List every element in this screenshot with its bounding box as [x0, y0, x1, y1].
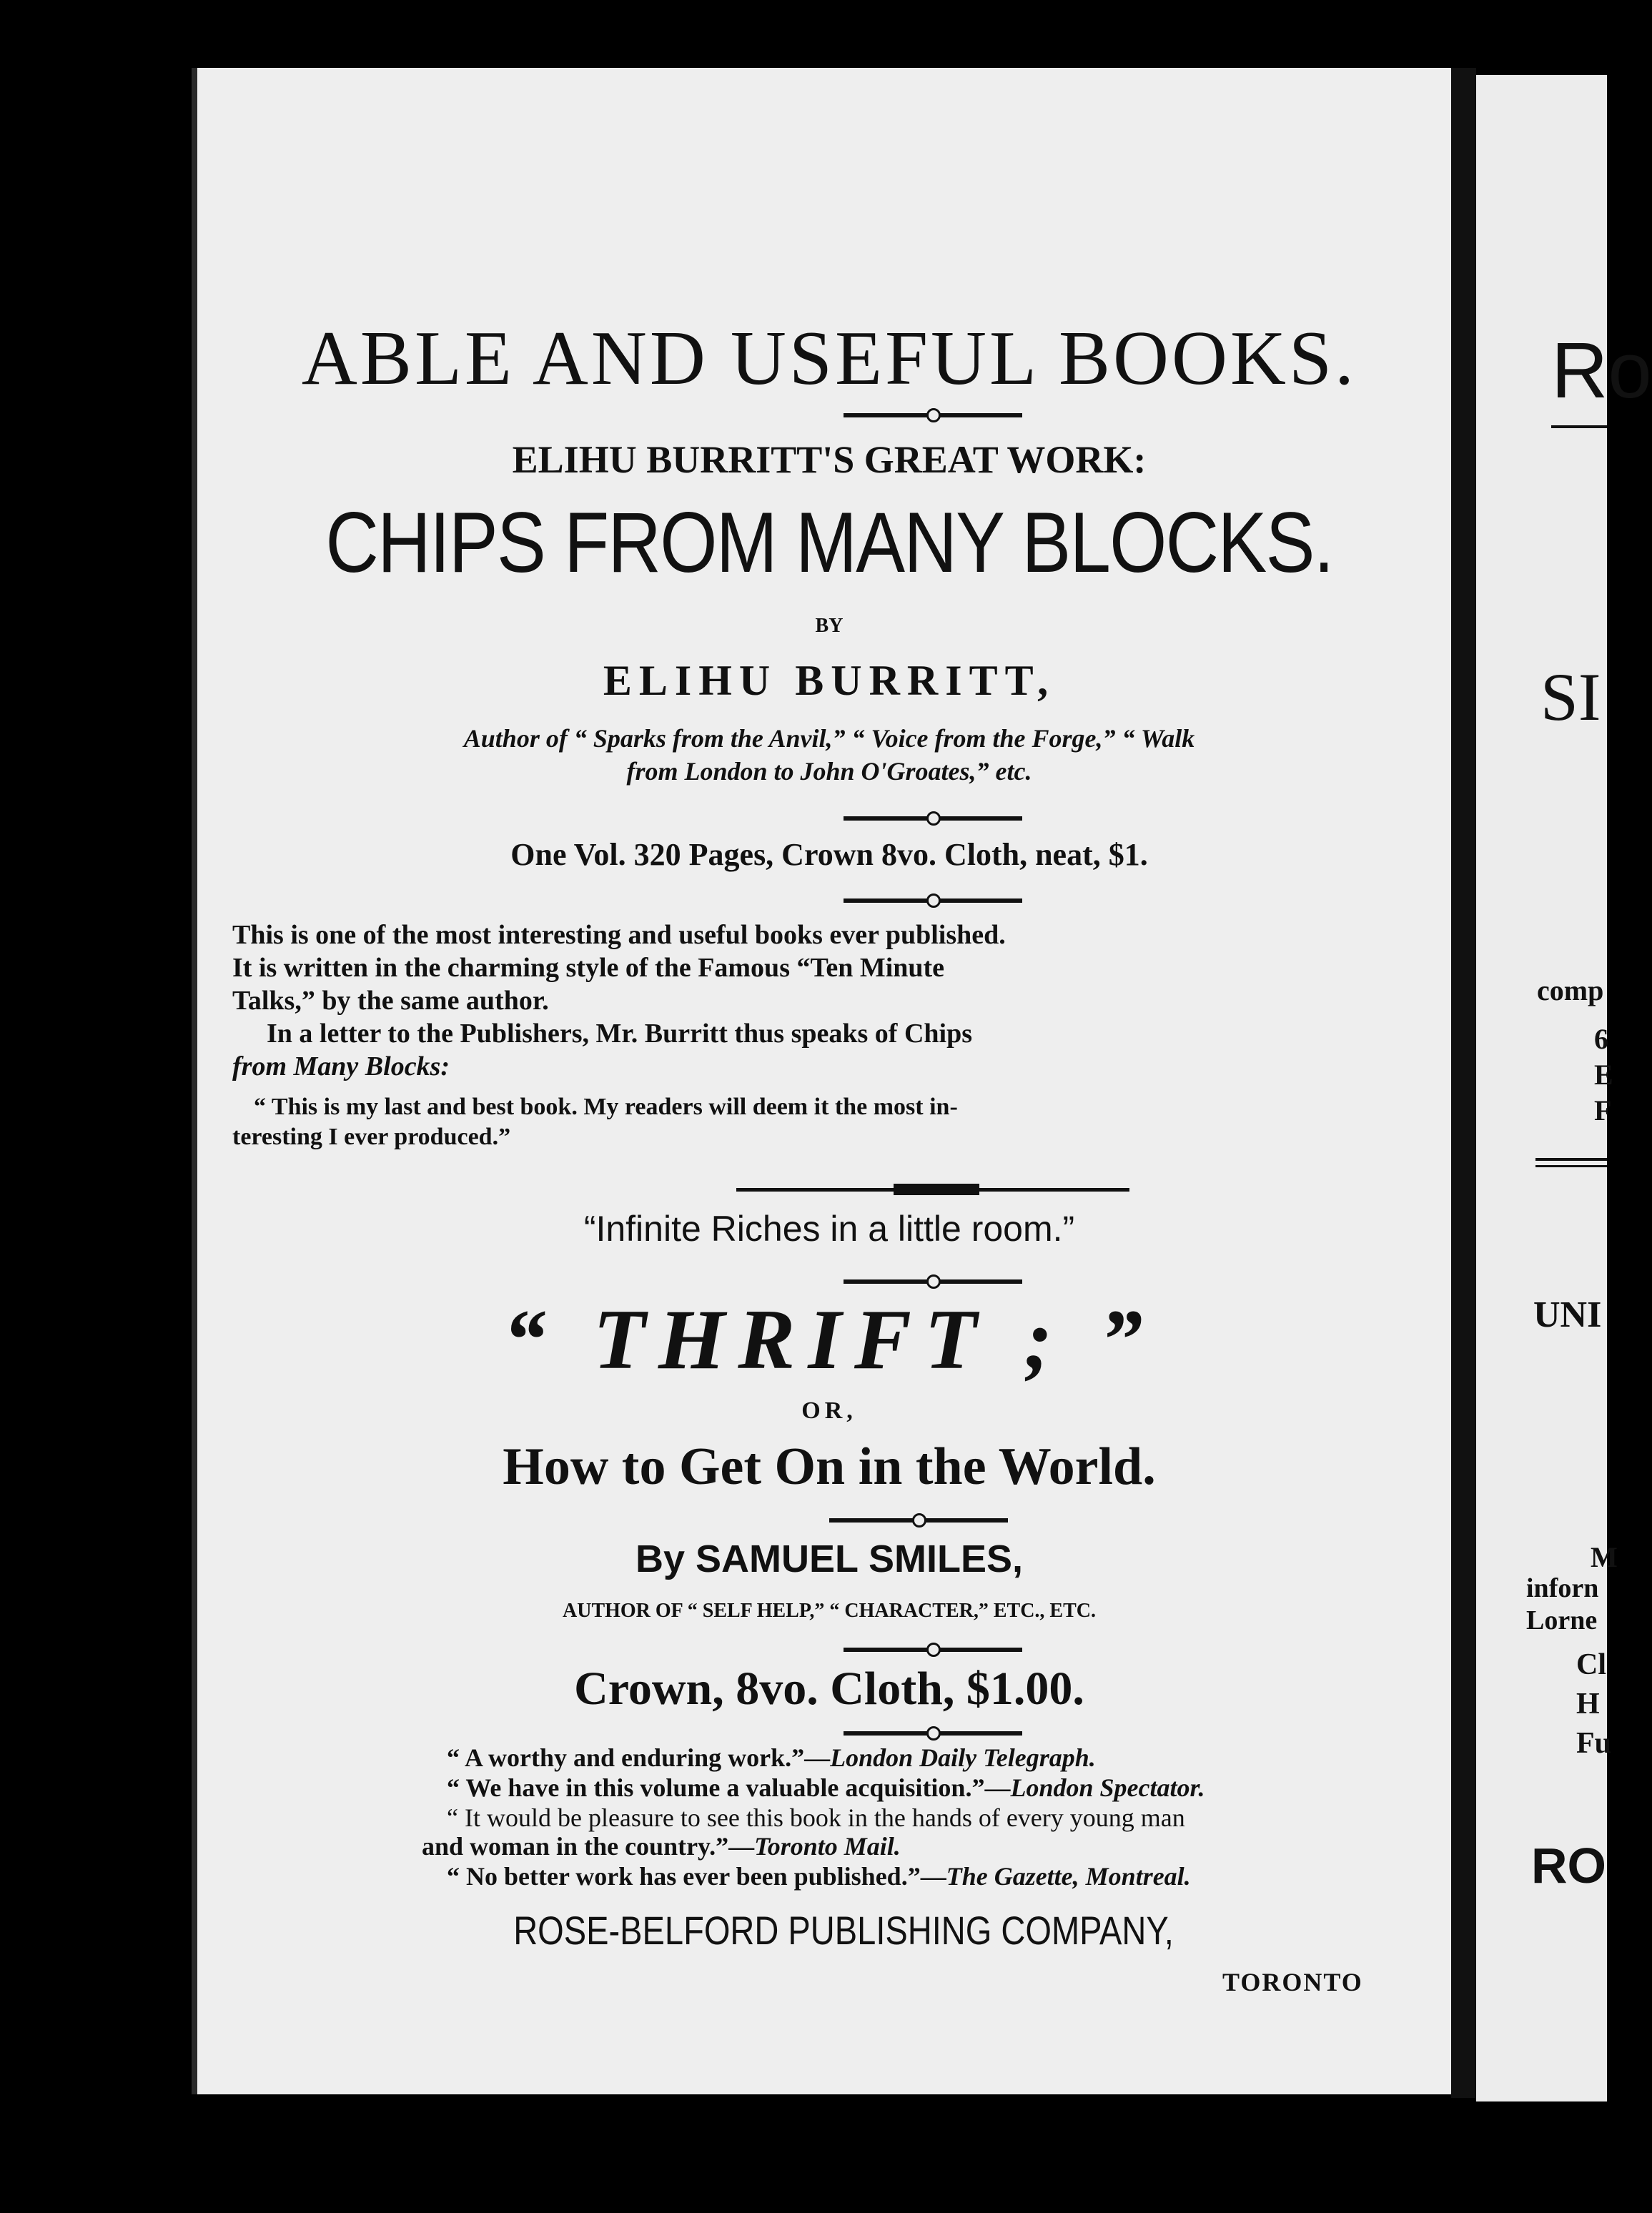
right-fragment: 6 [1594, 1023, 1608, 1055]
ad-header: ABLE AND USEFUL BOOKS. [301, 316, 1357, 401]
review [422, 1831, 901, 1861]
review-source: London Daily Telegraph. [830, 1743, 1096, 1772]
desc-line: Talks,” by the same author. [232, 986, 549, 1016]
review-quote: “ A worthy and enduring work.”— [447, 1743, 831, 1772]
right-fragment: Lorne [1526, 1605, 1598, 1635]
right-fragment: M [1591, 1541, 1618, 1573]
book-spine [1451, 68, 1476, 2098]
book-subtitle: How to Get On in the World. [503, 1437, 1156, 1496]
review-quote: “ It would be pleasure to see this book in the hands of every young man [447, 1803, 1185, 1832]
tagline: “Infinite Riches in a little room.” [583, 1209, 1075, 1249]
right-fragment: SI [1540, 659, 1601, 735]
review-quote: “ We have in this volume a valuable acquisition.”— [447, 1773, 1011, 1802]
ad-subheader: ELIHU BURRITT'S GREAT WORK: [512, 438, 1147, 481]
right-rule [1535, 1158, 1607, 1161]
desc-line: This is one of the most interesting and useful books ever published. [232, 920, 1006, 950]
divider [844, 1648, 1022, 1652]
review [447, 1803, 1185, 1833]
divider [829, 1518, 1008, 1523]
review-source: Toronto Mail. [754, 1832, 901, 1861]
divider [844, 1731, 1022, 1736]
author-works-2: from London to John O'Groates,” etc. [626, 757, 1032, 786]
right-fragment: Cl [1576, 1648, 1606, 1681]
author-works-smiles: AUTHOR OF “ SELF HELP,” “ CHARACTER,” ETC., ETC. [563, 1600, 1096, 1622]
right-fragment: Fu [1576, 1727, 1612, 1760]
desc-line: from Many Blocks: [232, 1051, 450, 1081]
publisher-city: TORONTO [1222, 1968, 1363, 1996]
description [232, 919, 1433, 1083]
book-details: One Vol. 320 Pages, Crown 8vo. Cloth, neat, $1. [510, 837, 1148, 872]
review-quote: “ No better work has ever been published.”— [447, 1862, 946, 1891]
review-source: The Gazette, Montreal. [946, 1862, 1191, 1891]
author-quote-1: “ This is my last and best book. My readers will deem it the most in- [254, 1094, 958, 1120]
right-fragment: comp [1537, 974, 1604, 1006]
review [447, 1743, 1096, 1773]
review-source: London Spectator. [1010, 1773, 1205, 1802]
right-fragment: UNI [1533, 1294, 1602, 1335]
desc-line: It is written in the charming style of the Famous “Ten Minute [232, 953, 945, 983]
review-quote: and woman in the country.”— [422, 1832, 755, 1861]
book-title-thrift: “ THRIFT ; ” [503, 1292, 1156, 1387]
author-works-1: Author of “ Sparks from the Anvil,” “ Voice from the Forge,” “ Walk [463, 724, 1195, 753]
book-title-chips: CHIPS FROM MANY BLOCKS. [325, 495, 1333, 590]
right-rule [1551, 425, 1607, 428]
desc-line: In a letter to the Publishers, Mr. Burritt thus speaks of Chips [267, 1019, 972, 1049]
author-smiles: By SAMUEL SMILES, [635, 1538, 1024, 1580]
by-label: BY [815, 615, 844, 637]
review [447, 1773, 1205, 1803]
right-fragment: inforn [1526, 1573, 1599, 1603]
right-fragment: Ro [1551, 327, 1652, 415]
or-label: OR, [801, 1397, 857, 1424]
divider [844, 816, 1022, 821]
price-line: Crown, 8vo. Cloth, $1.00. [574, 1663, 1084, 1715]
divider [844, 413, 1022, 417]
right-fragment: F [1594, 1094, 1612, 1127]
publisher: ROSE-BELFORD PUBLISHING COMPANY, [513, 1908, 1174, 1953]
author-quote-2: teresting I ever produced.” [232, 1124, 511, 1150]
right-fragment: RO [1531, 1838, 1606, 1893]
section-divider-center [894, 1184, 979, 1195]
right-fragment: E [1594, 1059, 1613, 1091]
right-fragment: H [1576, 1688, 1600, 1721]
divider [844, 1279, 1022, 1284]
right-rule [1535, 1165, 1607, 1167]
review [447, 1861, 1191, 1891]
author-burritt: ELIHU BURRITT, [603, 657, 1056, 704]
divider [844, 898, 1022, 903]
